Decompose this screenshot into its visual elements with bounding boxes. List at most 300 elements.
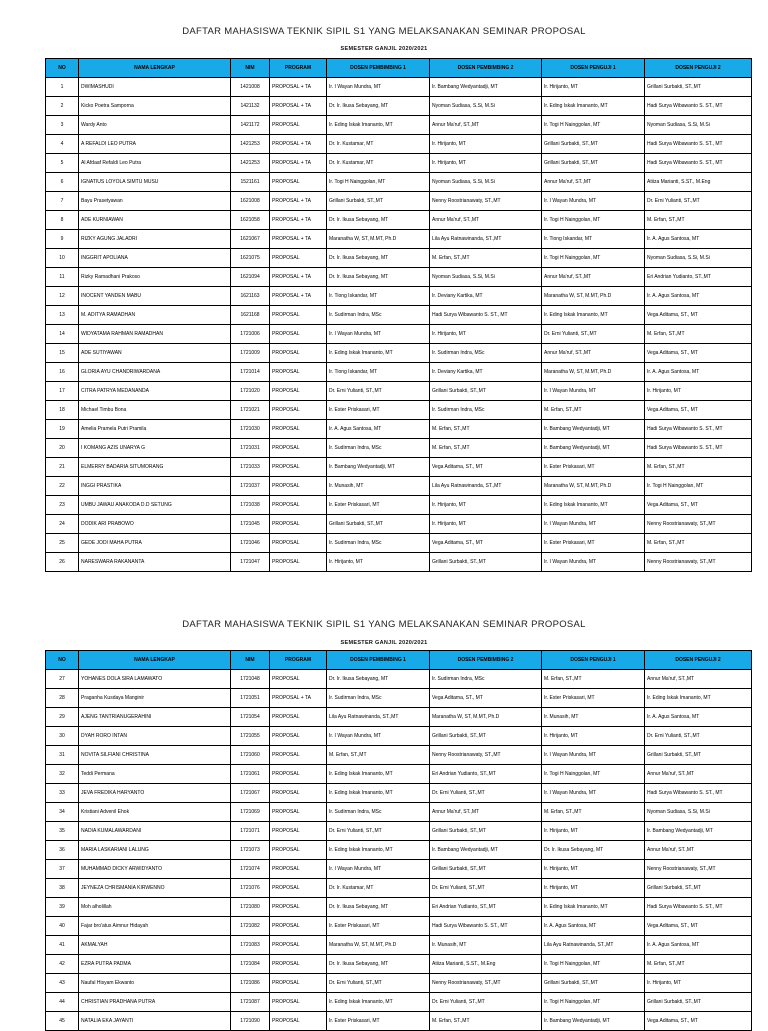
table-row xyxy=(46,211,752,230)
cell-pembimbing-2: Ir. Deviany Kartika, MT xyxy=(430,287,542,306)
cell-no: 3 xyxy=(46,116,79,135)
cell-program: PROPOSAL xyxy=(270,553,327,572)
cell-nim: 1721073 xyxy=(231,841,270,860)
cell-no: 6 xyxy=(46,173,79,192)
cell-penguji-2: Ir. Hirijanto, MT xyxy=(645,974,752,993)
cell-pembimbing-2: Ir. Hirijanto, MT xyxy=(430,496,542,515)
cell-penguji-1: Ir. I Wayan Mundra, MT xyxy=(542,192,645,211)
cell-pembimbing-1: Ir. Sudirman Indra, MSc xyxy=(327,534,430,553)
cell-penguji-2: Hadi Surya Wibawanto S. ST., MT xyxy=(645,439,752,458)
cell-program: PROPOSAL xyxy=(270,670,327,689)
column-header: NIM xyxy=(231,59,270,78)
cell-no: 4 xyxy=(46,135,79,154)
cell-nim: 1421253 xyxy=(231,154,270,173)
cell-pembimbing-2: Dr. Erni Yulianti, ST.,MT xyxy=(430,879,542,898)
cell-pembimbing-1: Ir. Eding Iskak Imananto, MT xyxy=(327,993,430,1012)
cell-program: PROPOSAL xyxy=(270,917,327,936)
cell-penguji-1: Ir. Eding Iskak Imananto, MT xyxy=(542,496,645,515)
cell-penguji-1: Ir. A. Agus Santosa, MT xyxy=(542,917,645,936)
cell-pembimbing-2: Annur Ma'ruf, ST.,MT xyxy=(430,116,542,135)
cell-pembimbing-1: Dr. Erni Yulianti, ST.,MT xyxy=(327,382,430,401)
cell-pembimbing-2: Ir. Sudirman Indra, MSc xyxy=(430,670,542,689)
cell-nim: 1421172 xyxy=(231,116,270,135)
cell-name: Kristiani Advenil Ehok xyxy=(79,803,231,822)
cell-name: INGGI PRASTIKA xyxy=(79,477,231,496)
cell-name: Naufal Hisyam Ekwanto xyxy=(79,974,231,993)
cell-program: PROPOSAL xyxy=(270,822,327,841)
cell-penguji-2: Ir. A. Agus Santosa, MT xyxy=(645,936,752,955)
cell-pembimbing-1: Ir. Togi H Nainggolan, MT xyxy=(327,173,430,192)
table-row xyxy=(46,135,752,154)
table-row xyxy=(46,439,752,458)
cell-nim: 1721069 xyxy=(231,803,270,822)
cell-program: PROPOSAL xyxy=(270,496,327,515)
cell-penguji-1: Grillani Surbakti, ST.,MT xyxy=(542,974,645,993)
cell-penguji-1: Ir. Eding Iskak Imananto, MT xyxy=(542,898,645,917)
cell-program: PROPOSAL + TA xyxy=(270,287,327,306)
cell-pembimbing-2: Annur Ma'ruf, ST.,MT xyxy=(430,211,542,230)
table-row xyxy=(46,1012,752,1031)
table-row xyxy=(46,670,752,689)
cell-program: PROPOSAL xyxy=(270,458,327,477)
cell-penguji-2: M. Erfan, ST.,MT xyxy=(645,955,752,974)
cell-nim: 1721087 xyxy=(231,993,270,1012)
cell-penguji-2: Vega Aditama, ST., MT xyxy=(645,1012,752,1031)
cell-pembimbing-1: Ir. Ester Priskasari, MT xyxy=(327,1012,430,1031)
table-row xyxy=(46,803,752,822)
cell-name: CHRISTIAN PRADHANA PUTRA xyxy=(79,993,231,1012)
cell-nim: 1721046 xyxy=(231,534,270,553)
table-row xyxy=(46,765,752,784)
cell-penguji-2: Nyoman Sudiasa, S.Si, M.Si xyxy=(645,249,752,268)
student-table xyxy=(45,58,752,572)
cell-no: 12 xyxy=(46,287,79,306)
cell-name: NADIA KUMALAWARDANI xyxy=(79,822,231,841)
cell-pembimbing-1: Ir. Munasih, MT xyxy=(327,477,430,496)
cell-pembimbing-1: Dr. Ir. Ikusa Sebayang, MT xyxy=(327,97,430,116)
cell-pembimbing-1: Ir. Ester Priskasari, MT xyxy=(327,401,430,420)
table-row xyxy=(46,553,752,572)
cell-no: 38 xyxy=(46,879,79,898)
cell-program: PROPOSAL + TA xyxy=(270,268,327,287)
cell-pembimbing-1: Ir. I Wayan Mundra, MT xyxy=(327,727,430,746)
table-row xyxy=(46,325,752,344)
cell-nim: 1721021 xyxy=(231,401,270,420)
cell-nim: 1721006 xyxy=(231,325,270,344)
column-header: DOSEN PEMBIMBING 2 xyxy=(430,651,542,670)
cell-program: PROPOSAL xyxy=(270,344,327,363)
cell-no: 34 xyxy=(46,803,79,822)
cell-no: 42 xyxy=(46,955,79,974)
cell-program: PROPOSAL xyxy=(270,439,327,458)
cell-no: 19 xyxy=(46,420,79,439)
table-row xyxy=(46,192,752,211)
cell-name: EZRA PUTRA PADMA xyxy=(79,955,231,974)
cell-no: 24 xyxy=(46,515,79,534)
cell-name: JEYNEZA CHRISMANIA KIRWENNO xyxy=(79,879,231,898)
cell-no: 10 xyxy=(46,249,79,268)
cell-penguji-2: Nyoman Sudiasa, S.Si, M.Si xyxy=(645,116,752,135)
cell-pembimbing-1: Dr. Ir. Kustamar, MT xyxy=(327,154,430,173)
cell-penguji-2: Ir. Eding Iskak Imananto, MT xyxy=(645,689,752,708)
cell-pembimbing-2: Ir. Bambang Wedyantadji, MT xyxy=(430,841,542,860)
cell-pembimbing-1: Ir. Eding Iskak Imananto, MT xyxy=(327,841,430,860)
table-row xyxy=(46,515,752,534)
cell-nim: 1521161 xyxy=(231,173,270,192)
cell-program: PROPOSAL xyxy=(270,534,327,553)
cell-name: IGNATIUS LOYOLA SIMTU MUSU xyxy=(79,173,231,192)
cell-nim: 1721060 xyxy=(231,746,270,765)
cell-pembimbing-1: Grillani Surbakti, ST.,MT xyxy=(327,515,430,534)
cell-penguji-1: Ir. I Wayan Mundra, MT xyxy=(542,515,645,534)
cell-program: PROPOSAL xyxy=(270,116,327,135)
cell-pembimbing-2: Annur Ma'ruf, ST.,MT xyxy=(430,803,542,822)
cell-no: 28 xyxy=(46,689,79,708)
cell-penguji-2: Ir. Togi H Nainggolan, MT xyxy=(645,477,752,496)
cell-pembimbing-2: Nenny Roostrianawaty, ST.,MT xyxy=(430,974,542,993)
cell-nim: 1421253 xyxy=(231,135,270,154)
cell-pembimbing-2: Ir. Hirijanto, MT xyxy=(430,135,542,154)
cell-no: 15 xyxy=(46,344,79,363)
cell-pembimbing-1: Ir. Eding Iskak Imananto, MT xyxy=(327,765,430,784)
table-row xyxy=(46,230,752,249)
cell-nim: 1721084 xyxy=(231,955,270,974)
cell-penguji-2: Nenny Roostrianawaty, ST.,MT xyxy=(645,515,752,534)
table-row xyxy=(46,97,752,116)
cell-penguji-1: M. Erfan, ST.,MT xyxy=(542,670,645,689)
cell-penguji-1: Ir. Hirijanto, MT xyxy=(542,78,645,97)
cell-penguji-1: Lila Ayu Ratnawinanda, ST.,MT xyxy=(542,936,645,955)
cell-pembimbing-2: Ir. Bambang Wedyantadji, MT xyxy=(430,78,542,97)
cell-program: PROPOSAL + TA xyxy=(270,689,327,708)
cell-no: 30 xyxy=(46,727,79,746)
cell-nim: 1721014 xyxy=(231,363,270,382)
table-row xyxy=(46,173,752,192)
cell-penguji-2: Grillani Surbakti, ST.,MT xyxy=(645,993,752,1012)
cell-name: INGGRIT APOLIANA xyxy=(79,249,231,268)
cell-pembimbing-1: Ir. I Wayan Mundra, MT xyxy=(327,325,430,344)
cell-name: ELMERRY BADARIA SITUMORANG xyxy=(79,458,231,477)
cell-penguji-2: M. Erfan, ST.,MT xyxy=(645,325,752,344)
cell-penguji-2: Ir. A. Agus Santosa, MT xyxy=(645,708,752,727)
cell-penguji-1: Ir. Bambang Wedyantadji, MT xyxy=(542,420,645,439)
cell-penguji-2: Dr. Erni Yulianti, ST.,MT xyxy=(645,192,752,211)
table-row xyxy=(46,879,752,898)
cell-no: 43 xyxy=(46,974,79,993)
cell-penguji-2: Grillani Surbakti, ST.,MT xyxy=(645,746,752,765)
cell-pembimbing-1: Ir. Tiong Iskandar, MT xyxy=(327,287,430,306)
cell-penguji-1: Grillani Surbakti, ST.,MT xyxy=(542,154,645,173)
cell-name: AKMALYAH xyxy=(79,936,231,955)
cell-penguji-1: Ir. Togi H Nainggolan, MT xyxy=(542,993,645,1012)
cell-penguji-2: Annur Ma'ruf, ST.,MT xyxy=(645,765,752,784)
cell-program: PROPOSAL xyxy=(270,363,327,382)
cell-no: 5 xyxy=(46,154,79,173)
cell-name: Michael Timbu Bona xyxy=(79,401,231,420)
cell-name: GLORIA AYU CHANDRIWARDANA xyxy=(79,363,231,382)
cell-nim: 1721047 xyxy=(231,553,270,572)
cell-program: PROPOSAL xyxy=(270,746,327,765)
cell-program: PROPOSAL xyxy=(270,955,327,974)
table-row xyxy=(46,993,752,1012)
cell-penguji-2: Annur Ma'ruf, ST.,MT xyxy=(645,670,752,689)
cell-penguji-2: Vega Aditama, ST., MT xyxy=(645,401,752,420)
cell-no: 27 xyxy=(46,670,79,689)
table-row xyxy=(46,154,752,173)
cell-pembimbing-1: Ir. Ester Priskasari, MT xyxy=(327,496,430,515)
cell-name: DYAH RORO INTAN xyxy=(79,727,231,746)
cell-pembimbing-1: Ir. Bambang Wedyantadji, MT xyxy=(327,458,430,477)
cell-pembimbing-2: Nyoman Sudiasa, S.Si, M.Si xyxy=(430,97,542,116)
cell-program: PROPOSAL xyxy=(270,879,327,898)
cell-program: PROPOSAL xyxy=(270,860,327,879)
cell-program: PROPOSAL xyxy=(270,784,327,803)
cell-penguji-2: Vega Aditama, ST., MT xyxy=(645,917,752,936)
cell-no: 45 xyxy=(46,1012,79,1031)
cell-penguji-2: M. Erfan, ST.,MT xyxy=(645,211,752,230)
cell-program: PROPOSAL + TA xyxy=(270,135,327,154)
cell-name: Al Afdaaf Refaldi Leo Putra xyxy=(79,154,231,173)
table-row xyxy=(46,936,752,955)
cell-no: 33 xyxy=(46,784,79,803)
cell-no: 21 xyxy=(46,458,79,477)
cell-nim: 1721076 xyxy=(231,879,270,898)
table-row xyxy=(46,287,752,306)
cell-pembimbing-1: Dr. Erni Yulianti, ST.,MT xyxy=(327,822,430,841)
cell-pembimbing-2: Ir. Hirijanto, MT xyxy=(430,154,542,173)
cell-penguji-2: Nenny Roostrianawaty, ST.,MT xyxy=(645,860,752,879)
cell-nim: 1721071 xyxy=(231,822,270,841)
cell-pembimbing-2: Vega Aditama, ST., MT xyxy=(430,689,542,708)
cell-pembimbing-2: Eri Andrian Yudianto, ST.,MT xyxy=(430,765,542,784)
cell-no: 16 xyxy=(46,363,79,382)
cell-pembimbing-1: Maranatha W, ST, M.MT, Ph.D xyxy=(327,230,430,249)
cell-name: JEVA FREDIKA HARYANTO xyxy=(79,784,231,803)
cell-program: PROPOSAL xyxy=(270,477,327,496)
cell-pembimbing-2: Maranatha W, ST, M.MT, Ph.D xyxy=(430,708,542,727)
cell-pembimbing-2: Nenny Roostrianawaty, ST.,MT xyxy=(430,746,542,765)
cell-penguji-1: M. Erfan, ST.,MT xyxy=(542,803,645,822)
cell-name: NOVITA SILFIANI CHRISTINA xyxy=(79,746,231,765)
cell-nim: 1721045 xyxy=(231,515,270,534)
table-row xyxy=(46,344,752,363)
cell-pembimbing-2: Nyoman Sudiasa, S.Si, M.Si xyxy=(430,173,542,192)
cell-no: 36 xyxy=(46,841,79,860)
cell-penguji-2: Ir. A. Agus Santosa, MT xyxy=(645,230,752,249)
cell-nim: 1421132 xyxy=(231,97,270,116)
cell-name: MUHAMMAD DICKY ARWIDYANTO xyxy=(79,860,231,879)
cell-program: PROPOSAL xyxy=(270,401,327,420)
cell-pembimbing-2: Ir. Deviany Kartika, MT xyxy=(430,363,542,382)
cell-name: DODIK ARI PRABOWO xyxy=(79,515,231,534)
cell-name: Moh alholillah xyxy=(79,898,231,917)
cell-nim: 1721090 xyxy=(231,1012,270,1031)
column-header: PROGRAM xyxy=(270,59,327,78)
cell-penguji-2: Nenny Roostrianawaty, ST.,MT xyxy=(645,553,752,572)
column-header: DOSEN PENGUJI 2 xyxy=(645,59,752,78)
cell-program: PROPOSAL xyxy=(270,936,327,955)
cell-nim: 1421008 xyxy=(231,78,270,97)
semester-label: SEMESTER GANJIL 2020/2021 xyxy=(340,46,428,52)
cell-penguji-2: Atiiza Marianti, S.ST., M.Eng xyxy=(645,173,752,192)
cell-pembimbing-2: Nyoman Sudiasa, S.Si, M.Si xyxy=(430,268,542,287)
cell-nim: 1721082 xyxy=(231,917,270,936)
cell-nim: 1721083 xyxy=(231,936,270,955)
cell-pembimbing-2: Grillani Surbakti, ST.,MT xyxy=(430,382,542,401)
cell-nim: 1621008 xyxy=(231,192,270,211)
cell-program: PROPOSAL xyxy=(270,515,327,534)
cell-pembimbing-2: Hadi Surya Wibawanto S. ST., MT xyxy=(430,306,542,325)
cell-penguji-1: Ir. Ester Priskasari, MT xyxy=(542,458,645,477)
cell-pembimbing-2: Dr. Erni Yulianti, ST.,MT xyxy=(430,993,542,1012)
cell-no: 7 xyxy=(46,192,79,211)
cell-penguji-2: Vega Aditama, ST., MT xyxy=(645,344,752,363)
cell-nim: 1721030 xyxy=(231,420,270,439)
table-header-row xyxy=(46,59,752,78)
cell-no: 25 xyxy=(46,534,79,553)
cell-nim: 1721086 xyxy=(231,974,270,993)
table-row xyxy=(46,458,752,477)
cell-pembimbing-2: Hadi Surya Wibawanto S. ST., MT xyxy=(430,917,542,936)
cell-name: Amelia Pramela Putri Pramila xyxy=(79,420,231,439)
cell-penguji-1: Maranatha W, ST, M.MT, Ph.D xyxy=(542,287,645,306)
cell-name: Teddi Permana xyxy=(79,765,231,784)
column-header: NIM xyxy=(231,651,270,670)
cell-pembimbing-1: Maranatha W, ST, M.MT, Ph.D xyxy=(327,936,430,955)
cell-no: 17 xyxy=(46,382,79,401)
cell-penguji-1: Ir. Togi H Nainggolan, MT xyxy=(542,955,645,974)
cell-pembimbing-2: M. Erfan, ST.,MT xyxy=(430,439,542,458)
cell-pembimbing-2: Dr. Erni Yulianti, ST.,MT xyxy=(430,784,542,803)
table-row xyxy=(46,898,752,917)
cell-penguji-1: Ir. Munasih, MT xyxy=(542,708,645,727)
cell-no: 20 xyxy=(46,439,79,458)
cell-pembimbing-1: Dr. Ir. Ikusa Sebayang, MT xyxy=(327,249,430,268)
cell-penguji-2: Ir. A. Agus Santosa, MT xyxy=(645,363,752,382)
table-header-row xyxy=(46,651,752,670)
cell-pembimbing-1: Ir. Sudirman Indra, MSc xyxy=(327,803,430,822)
cell-pembimbing-2: Grillani Surbakti, ST.,MT xyxy=(430,727,542,746)
cell-pembimbing-1: Ir. Hirijanto, MT xyxy=(327,553,430,572)
cell-pembimbing-2: Lila Ayu Ratnawinanda, ST.,MT xyxy=(430,230,542,249)
table-row xyxy=(46,860,752,879)
cell-nim: 1721048 xyxy=(231,670,270,689)
cell-nim: 1721051 xyxy=(231,689,270,708)
table-row xyxy=(46,917,752,936)
cell-pembimbing-1: Dr. Ir. Ikusa Sebayang, MT xyxy=(327,268,430,287)
column-header: DOSEN PENGUJI 1 xyxy=(542,651,645,670)
table-row xyxy=(46,382,752,401)
cell-program: PROPOSAL xyxy=(270,708,327,727)
cell-nim: 1721033 xyxy=(231,458,270,477)
cell-name: INOCENT YANDEN MABU xyxy=(79,287,231,306)
table-row xyxy=(46,78,752,97)
column-header: DOSEN PEMBIMBING 2 xyxy=(430,59,542,78)
cell-pembimbing-2: Nenny Roostrianawaty, ST.,MT xyxy=(430,192,542,211)
cell-name: Rizky Ramadhani Prakoso xyxy=(79,268,231,287)
cell-name: Fajar bro'atus Aimnur Hidayah xyxy=(79,917,231,936)
cell-pembimbing-2: Vega Aditama, ST., MT xyxy=(430,534,542,553)
table-row xyxy=(46,689,752,708)
cell-penguji-1: Ir. Eding Iskak Imananto, MT xyxy=(542,306,645,325)
cell-no: 29 xyxy=(46,708,79,727)
table-row xyxy=(46,955,752,974)
cell-name: RIZKY AGUNG JALADRI xyxy=(79,230,231,249)
cell-pembimbing-1: Ir. Eding Iskak Imananto, MT xyxy=(327,344,430,363)
cell-penguji-1: Ir. Togi H Nainggolan, MT xyxy=(542,249,645,268)
cell-pembimbing-2: Grillani Surbakti, ST.,MT xyxy=(430,860,542,879)
cell-nim: 1721080 xyxy=(231,898,270,917)
cell-no: 14 xyxy=(46,325,79,344)
cell-pembimbing-1: Dr. Ir. Ikusa Sebayang, MT xyxy=(327,211,430,230)
cell-penguji-1: Ir. I Wayan Mundra, MT xyxy=(542,382,645,401)
cell-penguji-1: Ir. Hirijanto, MT xyxy=(542,860,645,879)
cell-program: PROPOSAL xyxy=(270,727,327,746)
cell-no: 26 xyxy=(46,553,79,572)
cell-pembimbing-1: Ir. A. Agus Santosa, MT xyxy=(327,420,430,439)
cell-penguji-1: Ir. Ester Priskasari, MT xyxy=(542,689,645,708)
cell-name: CITRA PATRYA MEDANANDA xyxy=(79,382,231,401)
cell-pembimbing-2: M. Erfan, ST.,MT xyxy=(430,249,542,268)
cell-no: 22 xyxy=(46,477,79,496)
cell-name: GEDE JODI MAHA PUTRA xyxy=(79,534,231,553)
cell-penguji-2: Hadi Surya Wibawanto S. ST., MT xyxy=(645,97,752,116)
cell-name: Kicko Poetra Samporna xyxy=(79,97,231,116)
cell-penguji-1: Dr. Erni Yulianti, ST.,MT xyxy=(542,325,645,344)
cell-program: PROPOSAL xyxy=(270,325,327,344)
cell-no: 13 xyxy=(46,306,79,325)
document-title: DAFTAR MAHASISWA TEKNIK SIPIL S1 YANG MELAKSANAKAN SEMINAR PROPOSAL xyxy=(182,619,586,630)
cell-penguji-2: Grillani Surbakti, ST.,MT xyxy=(645,78,752,97)
column-header: NAMA LENGKAP xyxy=(79,651,231,670)
table-row xyxy=(46,306,752,325)
cell-program: PROPOSAL + TA xyxy=(270,230,327,249)
column-header: NO xyxy=(46,651,79,670)
cell-pembimbing-1: Dr. Ir. Kustamar, MT xyxy=(327,879,430,898)
cell-pembimbing-1: Lila Ayu Ratnawinanda, ST.,MT xyxy=(327,708,430,727)
cell-penguji-1: Ir. Bambang Wedyantadji, MT xyxy=(542,1012,645,1031)
column-header: PROGRAM xyxy=(270,651,327,670)
column-header: DOSEN PENGUJI 1 xyxy=(542,59,645,78)
cell-penguji-2: Vega Aditama, ST., MT xyxy=(645,496,752,515)
column-header: NO xyxy=(46,59,79,78)
cell-program: PROPOSAL xyxy=(270,898,327,917)
cell-program: PROPOSAL xyxy=(270,803,327,822)
table-row xyxy=(46,268,752,287)
cell-pembimbing-2: Ir. Hirijanto, MT xyxy=(430,325,542,344)
cell-program: PROPOSAL + TA xyxy=(270,154,327,173)
cell-program: PROPOSAL xyxy=(270,765,327,784)
cell-penguji-2: Eri Andrian Yudianto, ST.,MT xyxy=(645,268,752,287)
cell-penguji-2: M. Erfan, ST.,MT xyxy=(645,534,752,553)
cell-nim: 1621058 xyxy=(231,211,270,230)
cell-pembimbing-2: Ir. Hirijanto, MT xyxy=(430,515,542,534)
cell-no: 2 xyxy=(46,97,79,116)
column-header: DOSEN PENGUJI 2 xyxy=(645,651,752,670)
cell-no: 41 xyxy=(46,936,79,955)
cell-pembimbing-1: Dr. Erni Yulianti, ST.,MT xyxy=(327,974,430,993)
cell-penguji-1: Ir. Togi H Nainggolan, MT xyxy=(542,116,645,135)
cell-nim: 1621094 xyxy=(231,268,270,287)
cell-name: Wardy Anto xyxy=(79,116,231,135)
cell-pembimbing-1: Ir. Tiong Iskandar, MT xyxy=(327,363,430,382)
table-row xyxy=(46,727,752,746)
cell-penguji-1: Ir. I Wayan Mundra, MT xyxy=(542,746,645,765)
cell-penguji-2: Hadi Surya Wibawanto S. ST., MT xyxy=(645,784,752,803)
cell-penguji-2: Grillani Surbakti, ST.,MT xyxy=(645,879,752,898)
cell-program: PROPOSAL + TA xyxy=(270,78,327,97)
cell-no: 31 xyxy=(46,746,79,765)
